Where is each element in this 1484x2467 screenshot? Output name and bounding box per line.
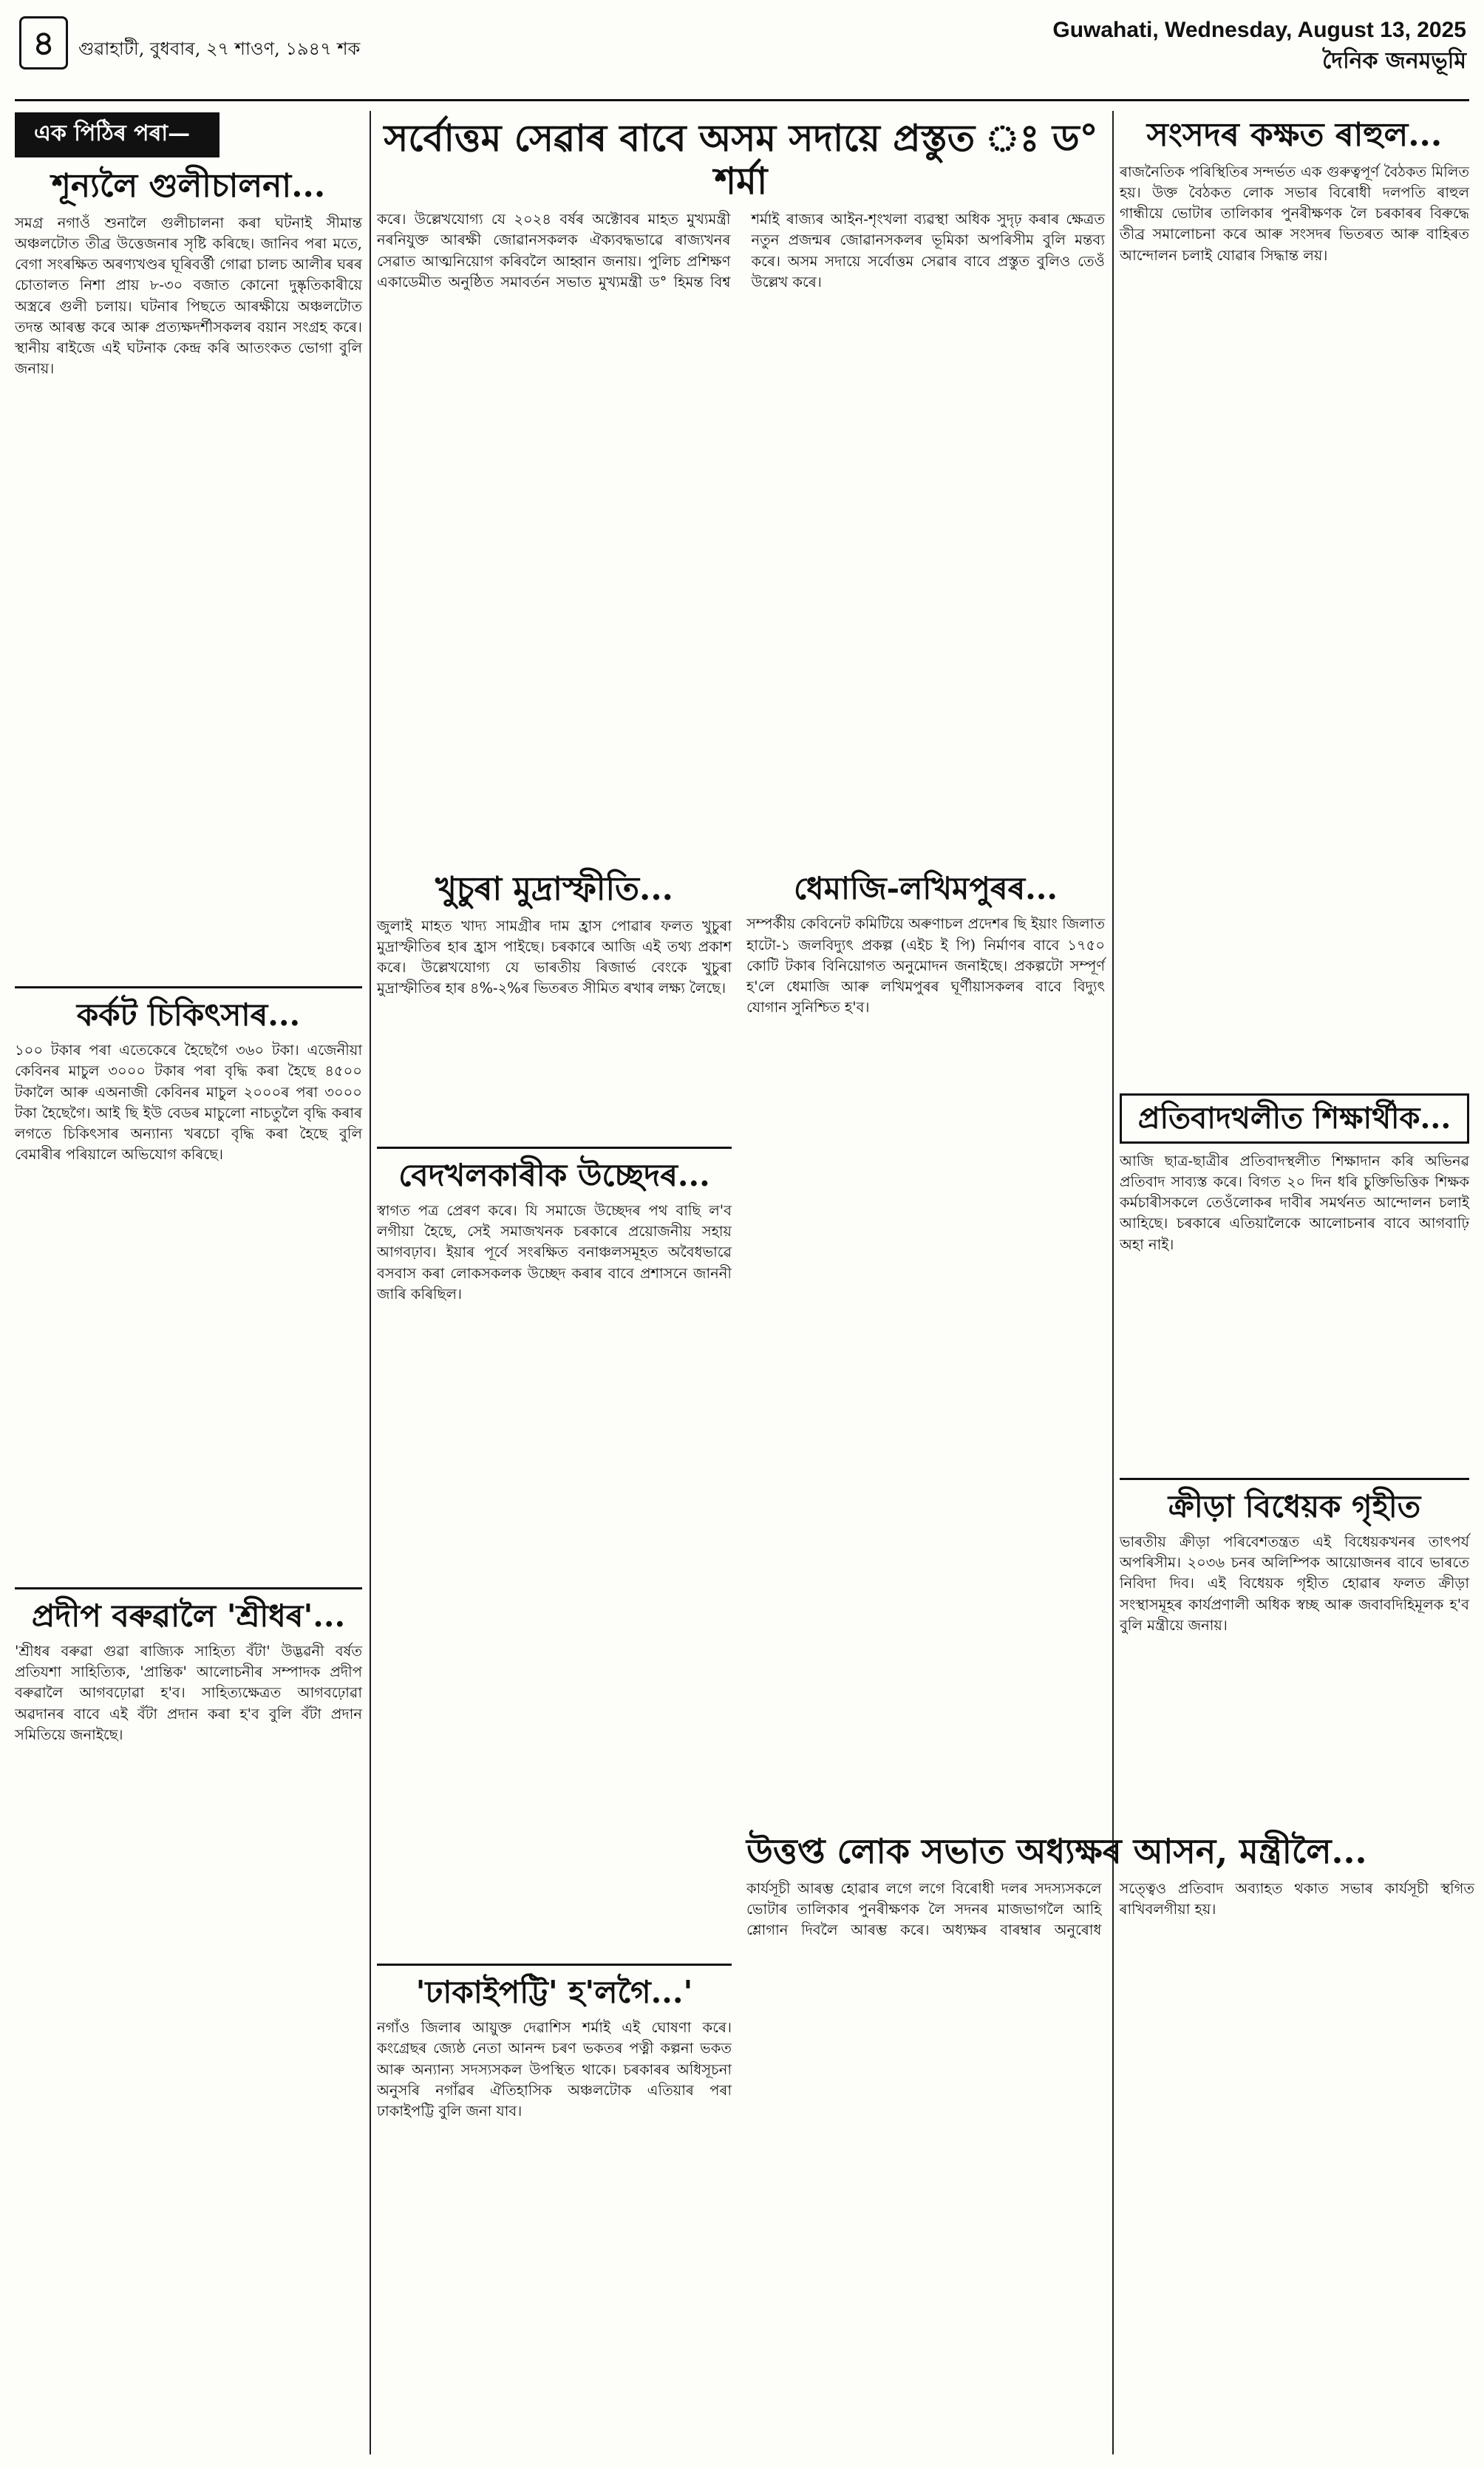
article (15, 997, 362, 1166)
article-divider (377, 1147, 732, 1149)
article (377, 865, 732, 2122)
article-headline: 'ঢাকাইপট্টি' হ'লগৈ...' (415, 1973, 693, 2010)
article (746, 865, 1105, 1668)
header-date-assamese: গুৱাহাটী, বুধবাৰ, ২৭ শাওণ, ১৯৪৭ শক (78, 38, 361, 59)
article-body: নগাঁও জিলাৰ আয়ুক্ত দেৱাশিস শৰ্মাই এই ঘোষণা কৰে। কংগ্ৰেছৰ জ্যেষ্ঠ নেতা আনন্দ চৰণ ভকতৰ পত্নী কল্পনা ভকত আৰু অন্যান্য সদস্যসকল উপস্থিত থাকে। চৰকাৰৰ অধিসূচনা অনুসৰি নগাঁৱৰ ঐতিহাসিক অঞ্চলটোক এতিয়াৰ পৰা ঢাকাইপট্টি বুলি জনা যাব। (377, 2019, 732, 2120)
headline-box (1120, 1093, 1469, 1144)
article-divider (15, 986, 362, 988)
article-headline: কৰ্কট চিকিৎসাৰ... (76, 996, 301, 1033)
article-body: সম্পৰ্কীয় কেবিনেট কমিটিয়ে অৰুণাচল প্ৰদেশৰ ছি ইয়াং জিলাত হাটো-১ জলবিদ্যুৎ প্ৰকল্প (এইচ ই পি) নিৰ্মাণৰ বাবে ১৭৫০ কোটি টকাৰ বিনিয়োগত অনুমোদন জনাইছে। প্ৰকল্পটো সম্পূৰ্ণ হ'লে ধেমাজি আৰু লখিমপুৰৰ ঘূৰ্ণীয়াসকলৰ বাবে বিদ্যুৎ যোগান সুনিশ্চিত হ'ব। (746, 915, 1105, 1017)
article-body: ১০০ টকাৰ পৰা এতেকেৰে হৈছেগৈ ৩৬০ টকা। এজেনীয়া কেবিনৰ মাচুল ৩০০০ টকাৰ পৰা বৃদ্ধি কৰা হৈছে ৪৫০০ টকালৈ আৰু এঅনাজী কেবিনৰ মাচুল ২০০০ৰ পৰা ৩০০০ টকা হৈছেগৈ। আই ছি ইউ বেডৰ মাচুলো নাচতুলৈ বৃদ্ধি কৰাৰ লগতে চিকিৎসাৰ অন্যান্য খৰচো বৃদ্ধি কৰা হৈছে বুলি বেমাৰীৰ পৰিয়ালে অভিযোগ কৰিছে। (15, 1042, 362, 1164)
article-body: সমগ্ৰ নগাওঁ শুনালৈ গুলীচালনা কৰা ঘটনাই সীমান্ত অঞ্চলটোত তীব্ৰ উত্তেজনাৰ সৃষ্টি কৰিছে। জানিব পৰা মতে, বেগা সংৰক্ষিত অৰণ্যখণ্ডৰ ঘূৰিবৰ্ত্তী গোৱা চালচ আলীৰ ঘৰৰ চোতালত নিশা প্ৰায় ৮-৩০ বজাত কোনো দুষ্কৃতিকাৰীয়ে অস্ত্ৰৰে গুলী চলায়। ঘটনাৰ পিছতে আৰক্ষীয়ে অঞ্চলটোত তদন্ত আৰম্ভ কৰে আৰু প্ৰত্যক্ষদৰ্শীসকলৰ বয়ান সংগ্ৰহ কৰে। স্থানীয় ৰাইজে এই ঘটনাক কেন্দ্ৰ কৰি আতংকত ভোগা বুলি জনায়। (15, 214, 362, 378)
article-body: স্বাগত পত্ৰ প্ৰেৰণ কৰে। যি সমাজে উচ্ছেদৰ পথ বাছি ল'ব লগীয়া হৈছে, সেই সমাজখনক চৰকাৰে প্ৰয়োজনীয় সহায় আগবঢ়াব। ইয়াৰ পূৰ্বে সংৰক্ষিত বনাঞ্চলসমূহত অবৈধভাৱে বসবাস কৰা লোকসকলক উচ্ছেদ কৰাৰ বাবে প্ৰশাসনে জাননী জাৰি কৰিছিল। (377, 1201, 732, 1303)
article-headline: প্ৰদীপ বৰুৱালৈ 'শ্ৰীধৰ'... (31, 1597, 346, 1634)
article-body: কাৰ্যসূচী আৰম্ভ হোৱাৰ লগে লগে বিৰোধী দলৰ সদস্যসকলে ভোটাৰ তালিকাৰ পুনৰীক্ষণক লৈ সদনৰ মাজভাগলৈ আহি শ্লোগান দিবলৈ আৰম্ভ কৰে। অধ্যক্ষৰ বাৰম্বাৰ অনুৰোধ সত্ত্বেও প্ৰতিবাদ অব্যাহত থকাত সভাৰ কাৰ্যসূচী স্থগিত ৰাখিবলগীয়া হয়। (746, 1879, 1474, 1939)
lead-article (377, 117, 1105, 875)
article-body: জুলাই মাহত খাদ্য সামগ্ৰীৰ দাম হ্ৰাস পোৱাৰ ফলত খুচুৰা মুদ্ৰাস্ফীতিৰ হাৰ হ্ৰাস পাইছে। চৰকাৰে আজি এই তথ্য প্ৰকাশ কৰে। উল্লেখযোগ্য যে ভাৰতীয় ৰিজাৰ্ভ বেংকে খুচুৰা মুদ্ৰাস্ফীতিৰ হাৰ ৪%-২%ৰ ভিতৰত সীমিত ৰখাৰ লক্ষ্য লৈছে। (377, 917, 732, 997)
article-headline: শূন্যলৈ গুলীচালনা... (51, 167, 326, 205)
article-divider (377, 1964, 732, 1966)
article-body: ৰাজনৈতিক পৰিস্থিতিৰ সন্দৰ্ভত এক গুৰুত্বপূৰ্ণ বৈঠকত মিলিত হয়। উক্ত বৈঠকত লোক সভাৰ বিৰোধী দলপতি ৰাহুল গান্ধীয়ে ভোটাৰ তালিকাৰ পুনৰীক্ষণক লৈ চৰকাৰৰ বিৰুদ্ধে তীব্ৰ সমালোচনা কৰে আৰু সংসদৰ ভিতৰত আৰু বাহিৰত আন্দোলন চলাই যোৱাৰ সিদ্ধান্ত লয়। (1120, 163, 1469, 264)
newspaper-name: দৈনিক জনমভূমি (1322, 48, 1466, 74)
article (15, 1598, 362, 1746)
article-headline: উত্তপ্ত লোক সভাত অধ্যক্ষৰ আসন, মন্ত্ৰীলৈ... (746, 1831, 1367, 1871)
article (15, 168, 362, 380)
article-body: আজি ছাত্ৰ-ছাত্ৰীৰ প্ৰতিবাদস্থলীত শিক্ষাদান কৰি অভিনৱ প্ৰতিবাদ সাব্যস্ত কৰে। বিগত ২০ দিন ধৰি চুক্তিভিত্তিক শিক্ষক কৰ্মচাৰীসকলে তেওঁলোকৰ দাবীৰ সমৰ্থনত আন্দোলন চলাই আহিছে। চৰকাৰে এতিয়ালৈকে আলোচনাৰ বাবে আগবাঢ়ি অহা নাই। (1120, 1152, 1469, 1253)
lead-headline: সৰ্বোত্তম সেৱাৰ বাবে অসম সদায়ে প্ৰস্তুত ঃ ড° শৰ্মা (384, 116, 1098, 203)
header-date-english: Guwahati, Wednesday, August 13, 2025 (1052, 18, 1466, 42)
right-column (1120, 111, 1469, 2454)
section-tag: এক পিঠিৰ পৰা— (15, 112, 219, 157)
article-headline: সংসদৰ কক্ষত ৰাহুল... (1146, 116, 1443, 154)
article-headline: বেদখলকাৰীক উচ্ছেদৰ... (398, 1156, 710, 1193)
left-column (15, 112, 362, 2456)
column-divider (370, 111, 371, 2454)
article-headline: খুচুৰা মুদ্ৰাস্ফীতি... (435, 870, 673, 908)
header-right (1052, 18, 1466, 81)
article-headline: ধেমাজি-লখিমপুৰৰ... (794, 870, 1058, 906)
article (1120, 117, 1469, 1093)
article-headline: প্ৰতিবাদথলীত শিক্ষাৰ্থীক... (1137, 1100, 1451, 1136)
article-body: ভাৰতীয় ক্ৰীড়া পৰিবেশতন্ত্ৰত এই বিধেয়কখনৰ তাৎপৰ্য অপৰিসীম। ২০৩৬ চনৰ অলিম্পিক আয়োজনৰ বাবে ভাৰতে নিবিদা দিব। এই বিধেয়ক গৃহীত হোৱাৰ ফলত ক্ৰীড়া সংস্থাসমূহৰ কাৰ্যপ্ৰণালী অধিক স্বচ্ছ আৰু জবাবদিহিমূলক হ'ব বুলি মন্ত্ৰীয়ে জনায়। (1120, 1533, 1469, 1634)
page-header (15, 10, 1469, 101)
article-divider (15, 1587, 362, 1589)
article-divider (1120, 1478, 1469, 1480)
article-body: 'শ্ৰীধৰ বৰুৱা গুৱা ৰাজ্যিক সাহিত্য বঁটা' উদ্ভৱনী বৰ্ষত প্ৰতিযশা সাহিত্যিক, 'প্ৰান্তিক' আলোচনীৰ সম্পাদক প্ৰদীপ বৰুৱালৈ আগবঢ়োৱা হ'ব। সাহিত্যক্ষেত্ৰত আগবঢ়োৱা অৱদানৰ বাবে এই বঁটা প্ৰদান কৰা হ'ব বুলি বঁটা প্ৰদান সমিতিয়ে জনাইছে। (15, 1642, 362, 1743)
page-number: ৪ (19, 16, 68, 69)
column-divider (1112, 111, 1114, 2454)
article-body: কৰে। উল্লেখযোগ্য যে ২০২৪ বৰ্ষৰ অক্টোবৰ মাহত মুখ্যমন্ত্ৰী নৰনিযুক্ত আৰক্ষী জোৱানসকলক ঐক্যবদ্ধভাৱে ৰাজ্যখনৰ সেৱাত আত্মনিয়োগ কৰিবলৈ আহ্বান জনায়। পুলিচ প্ৰশিক্ষণ একাডেমীত অনুষ্ঠিত সমাবৰ্তন সভাত মুখ্যমন্ত্ৰী ড° হিমন্ত বিশ্ব শৰ্মাই ৰাজ্যৰ আইন-শৃংখলা ব্যৱস্থা অধিক সুদৃঢ় কৰাৰ ক্ষেত্ৰত নতুন প্ৰজন্মৰ জোৱানসকলৰ ভূমিকা অপৰিসীম বুলি মন্তব্য কৰে। অসম সদায়ে সৰ্বোত্তম সেৱাৰ বাবে প্ৰস্তুত বুলিও তেওঁ উল্লেখ কৰে। (377, 211, 1105, 291)
article-headline: ক্ৰীড়া বিধেয়ক গৃহীত (1168, 1487, 1421, 1524)
